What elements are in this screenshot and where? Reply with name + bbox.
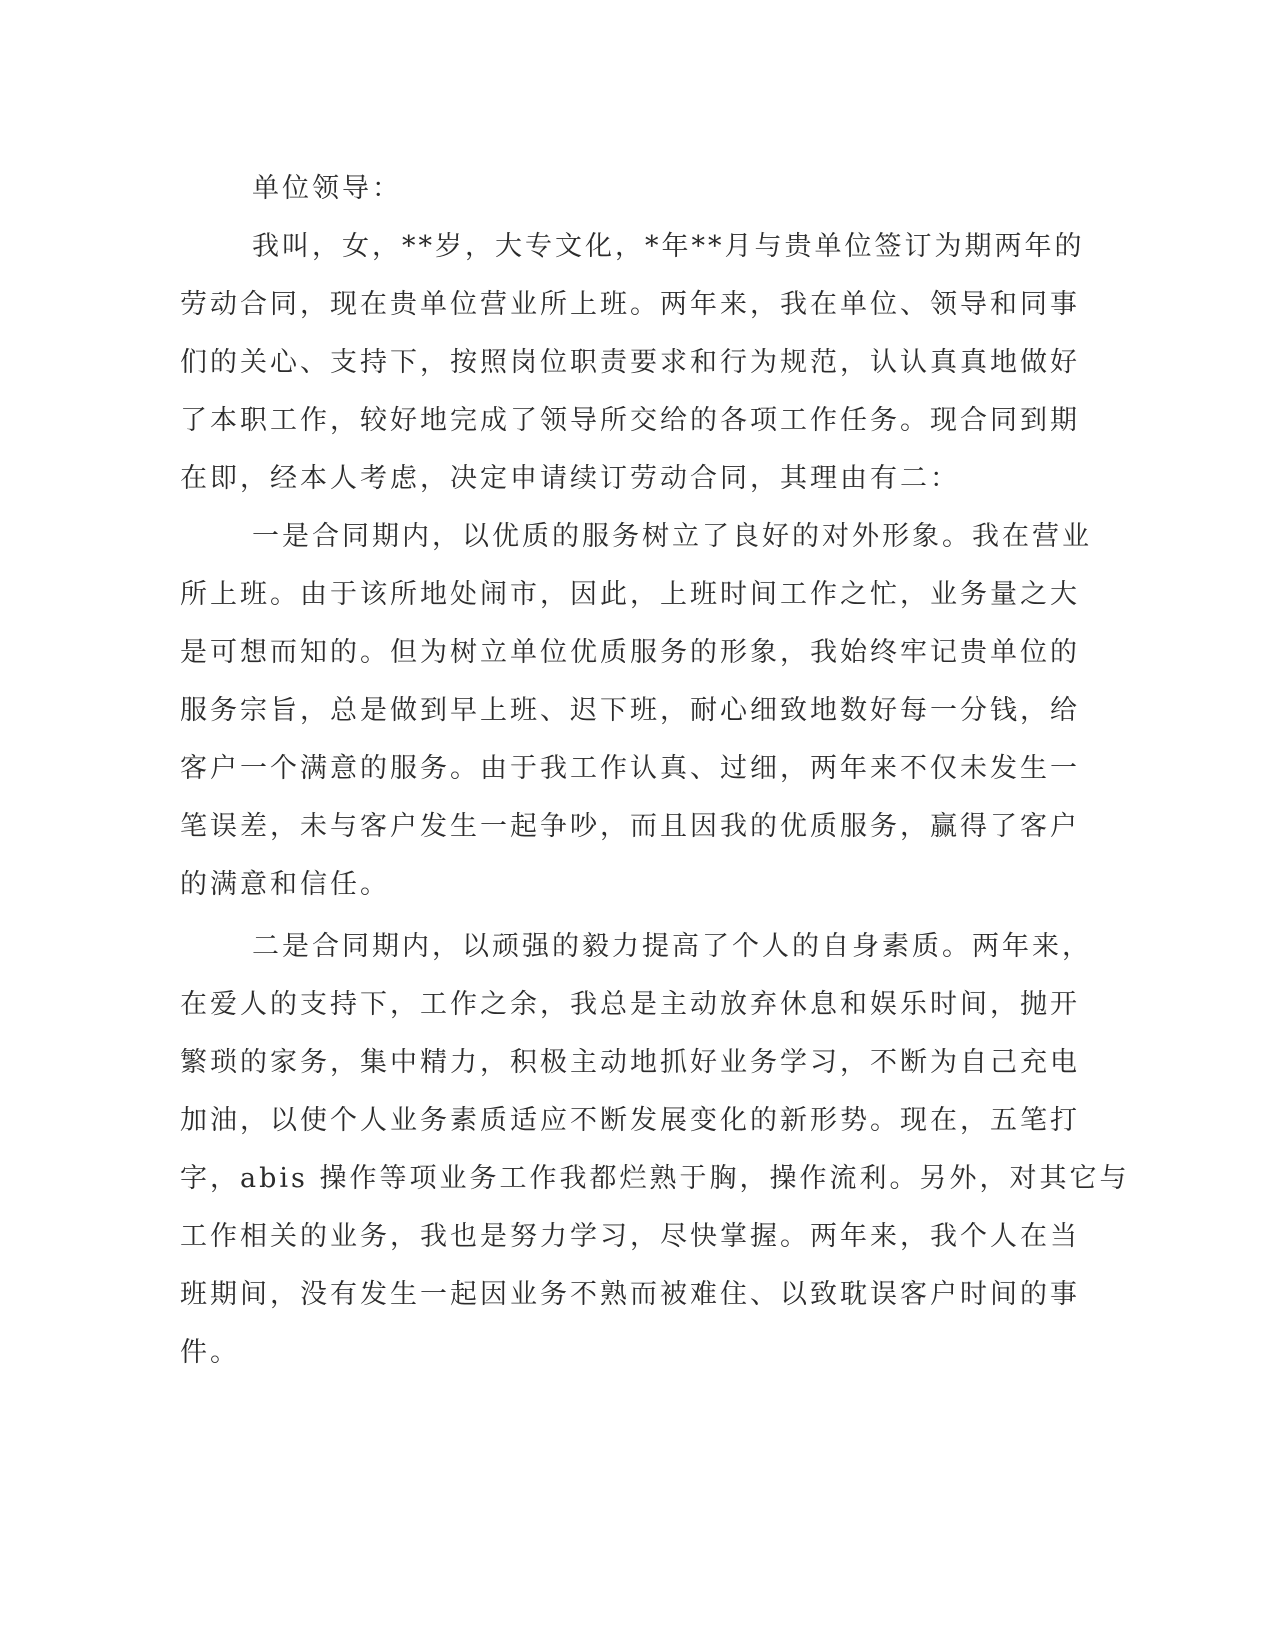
paragraph-3-line-1: 二是合同期内，以顽强的毅力提高了个人的自身素质。两年来， [252, 931, 1092, 962]
paragraph-1-line-4: 了本职工作，较好地完成了领导所交给的各项工作任务。现合同到期 [180, 405, 1080, 436]
paragraph-1-line-5: 在即，经本人考虑，决定申请续订劳动合同，其理由有二： [180, 463, 960, 494]
paragraph-3-line-3: 繁琐的家务，集中精力，积极主动地抓好业务学习，不断为自己充电 [180, 1047, 1080, 1078]
paragraph-2-line-2: 所上班。由于该所地处闹市，因此，上班时间工作之忙，业务量之大 [180, 579, 1080, 610]
paragraph-3-line-7: 班期间，没有发生一起因业务不熟而被难住、以致耽误客户时间的事 [180, 1279, 1080, 1310]
paragraph-2-line-3: 是可想而知的。但为树立单位优质服务的形象，我始终牢记贵单位的 [180, 637, 1080, 668]
paragraph-2-line-7: 的满意和信任。 [180, 869, 390, 900]
paragraph-3-line-6: 工作相关的业务，我也是努力学习，尽快掌握。两年来，我个人在当 [180, 1221, 1080, 1252]
paragraph-2-line-5: 客户一个满意的服务。由于我工作认真、过细，两年来不仅未发生一 [180, 753, 1080, 784]
paragraph-1-line-3: 们的关心、支持下，按照岗位职责要求和行为规范，认认真真地做好 [180, 347, 1080, 378]
paragraph-3-line-4: 加油，以使个人业务素质适应不断发展变化的新形势。现在，五笔打 [180, 1105, 1080, 1136]
paragraph-2-line-1: 一是合同期内，以优质的服务树立了良好的对外形象。我在营业 [252, 521, 1092, 552]
paragraph-3-line-2: 在爱人的支持下，工作之余，我总是主动放弃休息和娱乐时间，抛开 [180, 989, 1080, 1020]
paragraph-2-line-4: 服务宗旨，总是做到早上班、迟下班，耐心细致地数好每一分钱，给 [180, 695, 1080, 726]
salutation: 单位领导： [252, 173, 402, 204]
paragraph-1-line-2: 劳动合同，现在贵单位营业所上班。两年来，我在单位、领导和同事 [180, 289, 1080, 320]
paragraph-3-line-8: 件。 [180, 1337, 240, 1368]
paragraph-3-line-5: 字，abis 操作等项业务工作我都烂熟于胸，操作流利。另外，对其它与 [180, 1163, 1130, 1194]
paragraph-2-line-6: 笔误差，未与客户发生一起争吵，而且因我的优质服务，赢得了客户 [180, 811, 1080, 842]
paragraph-1-line-1: 我叫，女，**岁，大专文化，*年**月与贵单位签订为期两年的 [252, 231, 1085, 262]
